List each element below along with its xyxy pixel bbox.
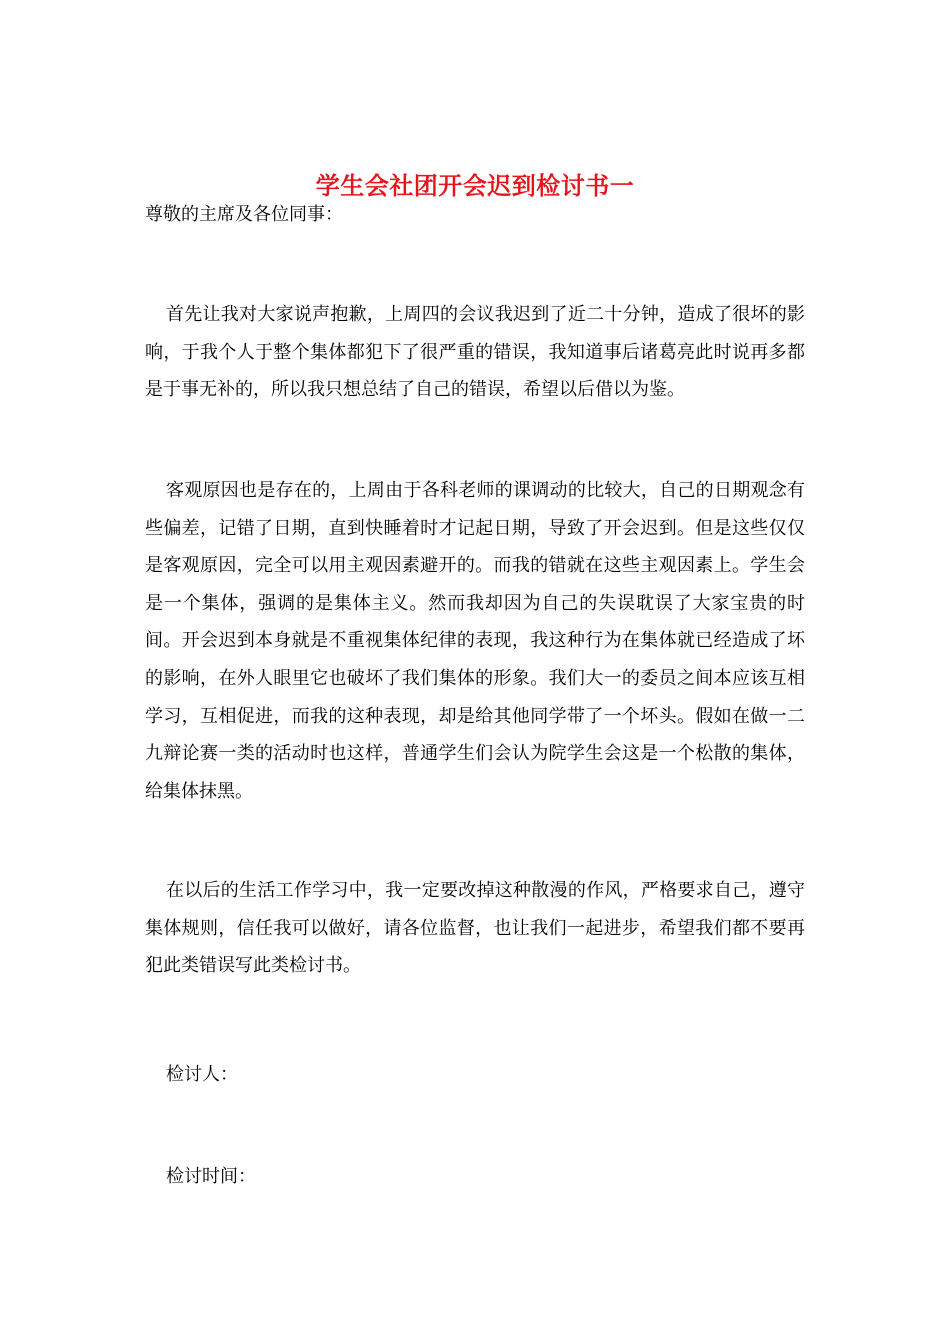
paragraph-apology: 首先让我对大家说声抱歉，上周四的会议我迟到了近二十分钟，造成了很坏的影响，于我个人于整个集体都犯下了很严重的错误，我知道事后诸葛亮此时说再多都是于事无补的，所以我只想总结了自己的错误，希望以后借以为鉴。: [145, 304, 805, 401]
signer-label: 检讨人：: [166, 1064, 238, 1085]
paragraph-commitment: 在以后的生活工作学习中，我一定要改掉这种散漫的作风，严格要求自己，遵守集体规则，信任我可以做好，请各位监督，也让我们一起进步，希望我们都不要再犯此类错误写此类检讨书。: [145, 880, 805, 977]
date-label: 检讨时间：: [166, 1166, 256, 1187]
paragraph-reasons: 客观原因也是存在的，上周由于各科老师的课调动的比较大，自己的日期观念有些偏差，记错了日期，直到快睡着时才记起日期，导致了开会迟到。但是这些仅仅是客观原因，完全可以用主观因素避开的。而我的错就在这些主观因素上。学生会是一个集体，强调的是集体主义。然而我却因为自己的失误耽误了大家宝贵的时间。开会迟到本身就是不重视集体纪律的表现，我这种行为在集体就已经造成了坏的影响，在外人眼里它也破坏了我们集体的形象。我们大一的委员之间本应该互相学习，互相促进，而我的这种表现，却是给其他同学带了一个坏头。假如在做一二九辩论赛一类的活动时也这样，普通学生们会认为院学生会这是一个松散的集体，给集体抹黑。: [145, 480, 805, 802]
salutation: 尊敬的主席及各位同事：: [145, 204, 343, 225]
document-title: 学生会社团开会迟到检讨书一: [315, 171, 635, 201]
